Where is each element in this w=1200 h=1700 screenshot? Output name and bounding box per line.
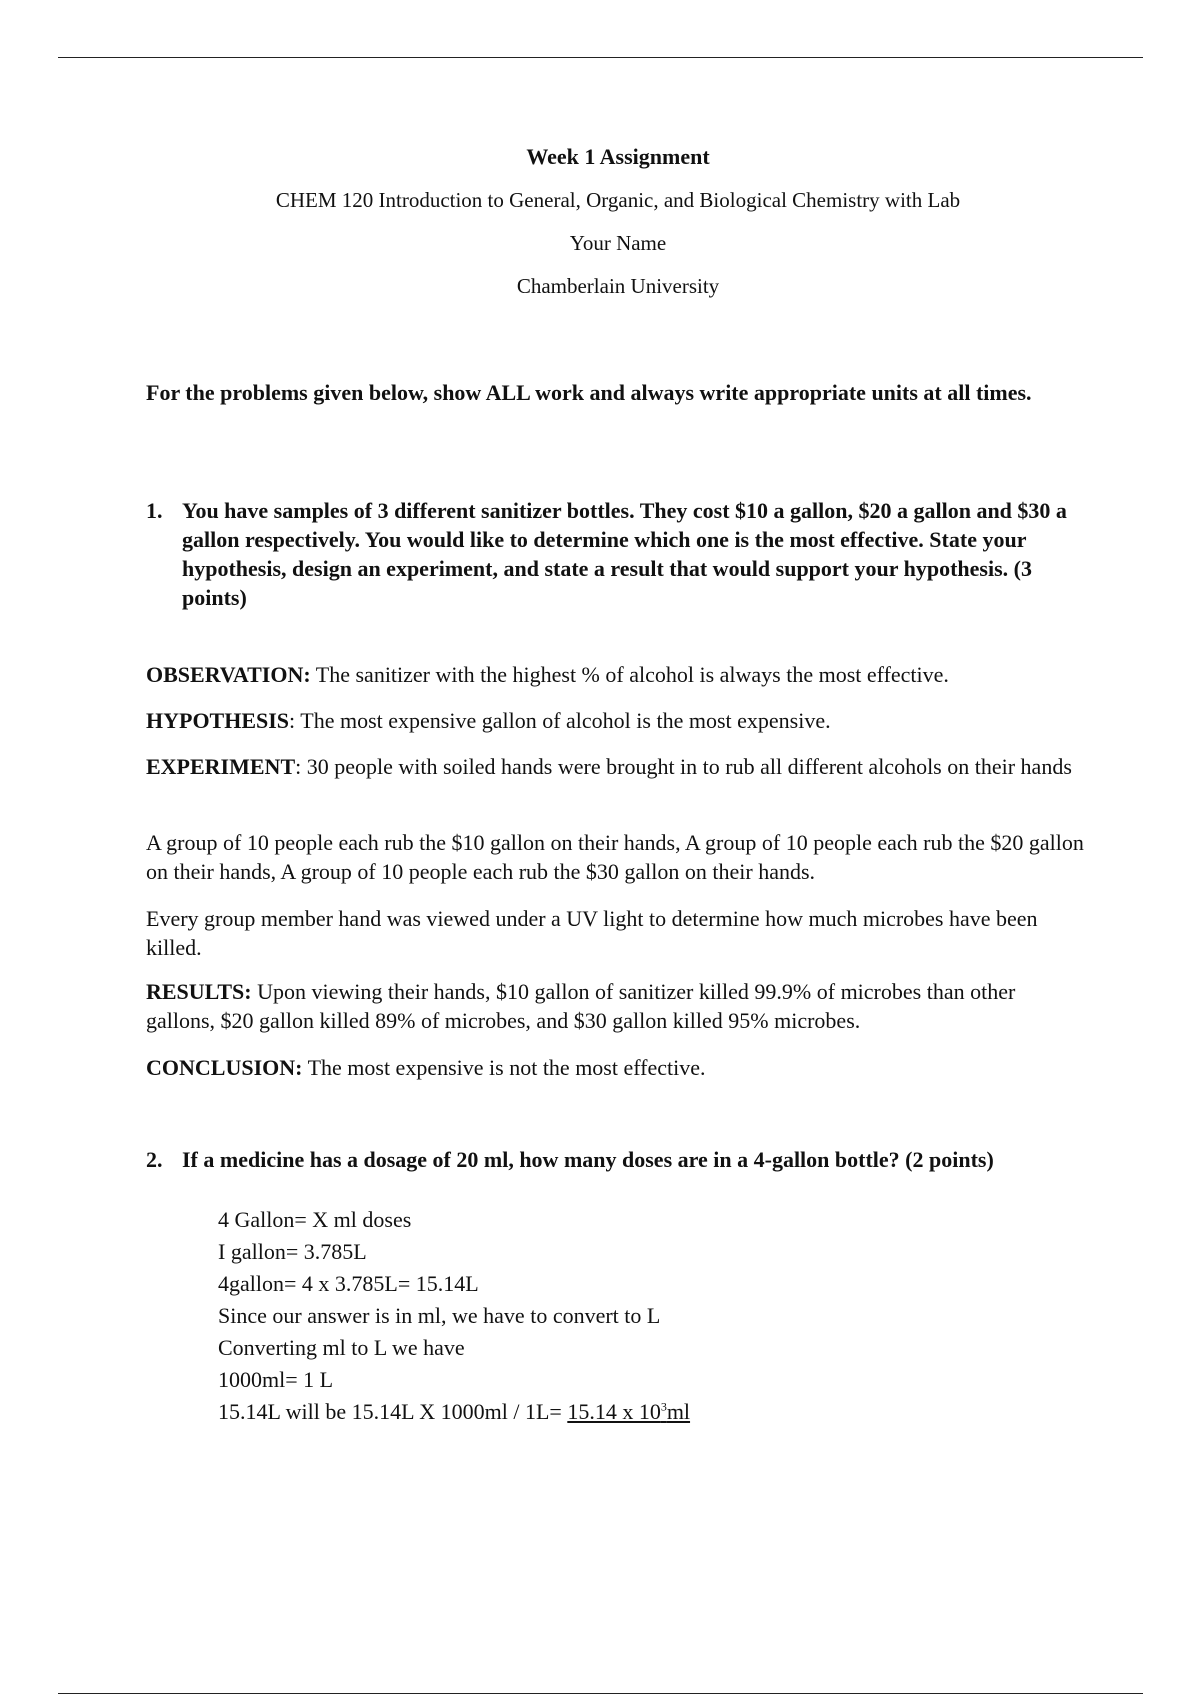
- results-paragraph: [146, 977, 1086, 1035]
- question-2-work: [218, 1204, 690, 1428]
- results-label: RESULTS:: [146, 979, 252, 1004]
- hypothesis-text: : The most expensive gallon of alcohol is the most expensive.: [289, 708, 831, 733]
- experiment-label: EXPERIMENT: [146, 754, 296, 779]
- work-line: I gallon= 3.785L: [218, 1239, 367, 1264]
- question-1-text: You have samples of 3 different sanitizer bottles. They cost $10 a gallon, $20 a gallon and $30 a gallon respectively. You would like to determine which one is the most effective. State your hypothesis, design an experiment, and state a result that would support your hypothesis. (3 points): [182, 498, 1067, 610]
- instructions: For the problems given below, show ALL work and always write appropriate units at all times.: [146, 380, 1032, 405]
- experiment-paragraph: [146, 752, 1086, 781]
- question-2: [146, 1145, 1122, 1174]
- hypothesis-label: HYPOTHESIS: [146, 708, 290, 733]
- question-1-number: 1.: [146, 498, 163, 523]
- work-line: Since our answer is in ml, we have to convert to L: [218, 1303, 661, 1328]
- conclusion-paragraph: [146, 1053, 1086, 1082]
- observation-paragraph: [146, 660, 1086, 689]
- title-block: [0, 146, 1200, 297]
- question-2-text: If a medicine has a dosage of 20 ml, how many doses are in a 4-gallon bottle? (2 points): [182, 1147, 994, 1172]
- hypothesis-paragraph: [146, 706, 1086, 735]
- groups-paragraph: A group of 10 people each rub the $10 gallon on their hands, A group of 10 people each rub the $20 gallon on their hands, A group of 10 people each rub the $30 gallon on their hands.: [146, 830, 1084, 884]
- final-answer-line: [218, 1396, 690, 1428]
- work-line: 4 Gallon= X ml doses: [218, 1207, 412, 1232]
- bottom-rule: [58, 1693, 1143, 1694]
- university-name: Chamberlain University: [516, 274, 720, 298]
- final-answer-unit: ml: [666, 1399, 691, 1424]
- results-text: Upon viewing their hands, $10 gallon of sanitizer killed 99.9% of microbes than other gallons, $20 gallon killed 89% of microbes, and $30 gallon killed 95% microbes.: [146, 979, 1016, 1033]
- document-title: Week 1 Assignment: [526, 144, 710, 169]
- observation-label: OBSERVATION:: [146, 662, 311, 687]
- final-answer-exponent: 3: [660, 1399, 667, 1414]
- work-line: 4gallon= 4 x 3.785L= 15.14L: [218, 1271, 479, 1296]
- student-name: Your Name: [569, 231, 667, 255]
- question-2-number: 2.: [146, 1147, 163, 1172]
- observation-text: The sanitizer with the highest % of alcohol is always the most effective.: [310, 662, 949, 687]
- uv-paragraph: Every group member hand was viewed under a UV light to determine how much microbes have been killed.: [146, 906, 1038, 960]
- conclusion-label: CONCLUSION:: [146, 1055, 303, 1080]
- final-answer-base: 15.14 x 10: [567, 1399, 661, 1424]
- conclusion-text: The most expensive is not the most effective.: [302, 1055, 706, 1080]
- question-1: [146, 496, 1082, 612]
- final-answer: [567, 1399, 690, 1424]
- work-line: 1000ml= 1 L: [218, 1367, 334, 1392]
- work-line: Converting ml to L we have: [218, 1335, 465, 1360]
- course-name: CHEM 120 Introduction to General, Organic, and Biological Chemistry with Lab: [275, 188, 961, 212]
- final-answer-prefix: 15.14L will be 15.14L X 1000ml / 1L=: [218, 1399, 568, 1424]
- top-rule: [58, 57, 1143, 58]
- experiment-text: : 30 people with soiled hands were brought in to rub all different alcohols on their hands: [295, 754, 1072, 779]
